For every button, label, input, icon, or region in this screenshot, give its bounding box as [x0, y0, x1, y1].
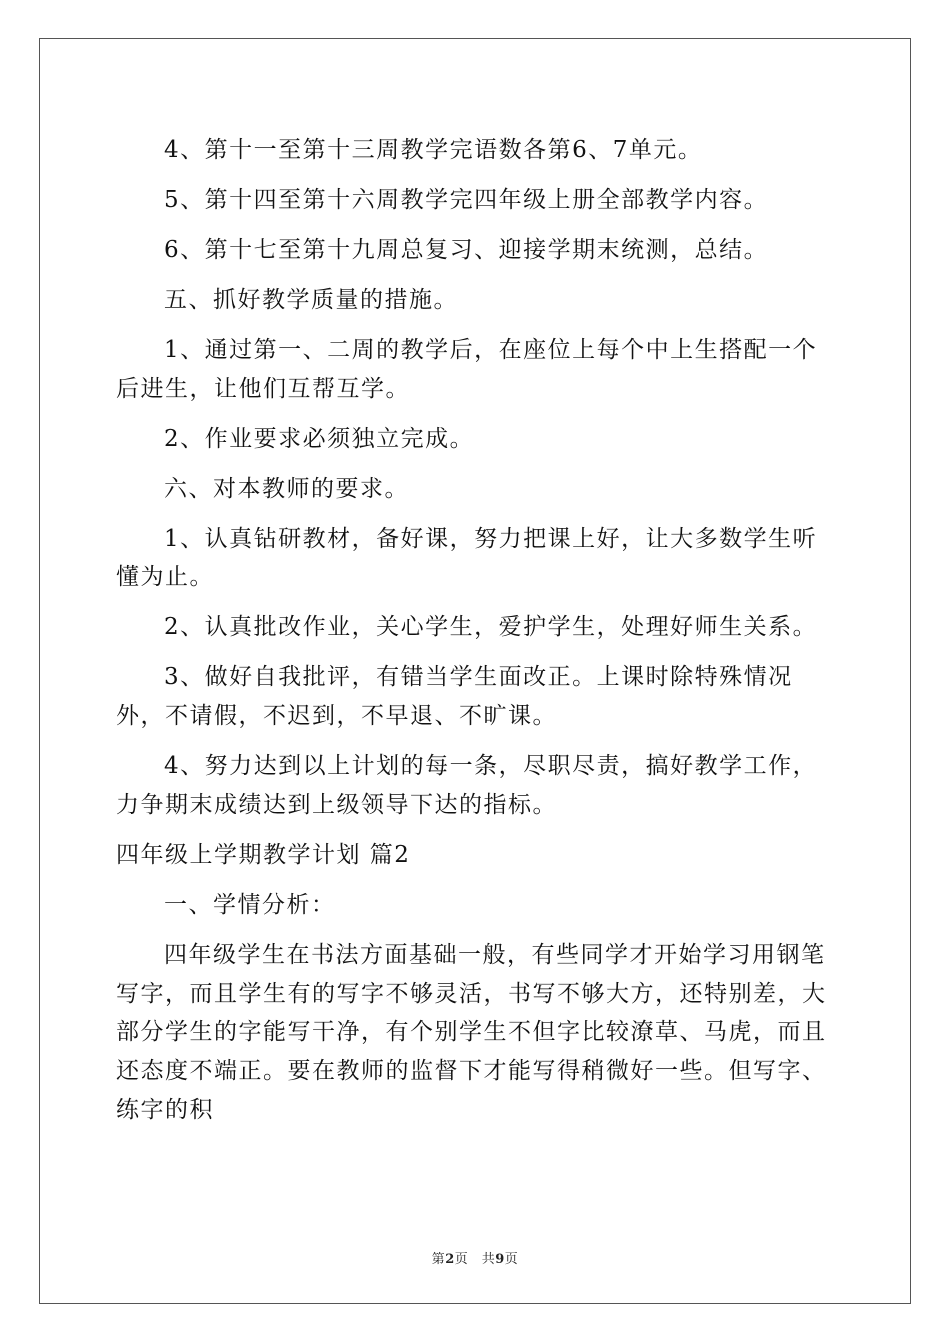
page-footer	[0, 1248, 950, 1267]
paragraph: 3、做好自我批评，有错当学生面改正。上课时除特殊情况外，不请假，不迟到，不早退、不旷课。	[116, 664, 793, 730]
paragraph: 1、认真钻研教材，备好课，努力把课上好，让大多数学生听懂为止。	[116, 525, 818, 591]
paragraph: 2、作业要求必须独立完成。	[164, 425, 475, 452]
document-body	[116, 131, 836, 1141]
section-heading: 六、对本教师的要求。	[164, 475, 409, 502]
paragraph: 4、努力达到以上计划的每一条，尽职尽责，搞好教学工作，力争期末成绩达到上级领导下达的指标。	[116, 753, 818, 818]
footer-middle: 页 共	[454, 1252, 496, 1267]
paragraph: 4、第十一至第十三周教学完语数各第6、7单元。	[164, 137, 703, 163]
section-heading: 五、抓好教学质量的措施。	[164, 287, 458, 313]
current-page-number: 2	[445, 1252, 455, 1267]
footer-suffix: 页	[504, 1252, 519, 1267]
article-title: 四年级上学期教学计划 篇2	[116, 841, 411, 868]
paragraph: 1、通过第一、二周的教学后，在座位上每个中上生搭配一个后进生，让他们互帮互学。	[116, 337, 818, 402]
paragraph: 6、第十七至第十九周总复习、迎接学期末统测，总结。	[164, 237, 769, 263]
paragraph: 四年级学生在书法方面基础一般，有些同学才开始学习用钢笔写字，而且学生有的写字不够灵活，书写不够大方，还特别差，大部分学生的字能写干净，有个别学生不但字比较潦草、马虎，而且还态度不端正。要在教师的监督下才能写得稍微好一些。但写字、练字的积	[116, 941, 827, 1123]
section-heading: 一、学情分析：	[164, 891, 336, 918]
paragraph: 2、认真批改作业，关心学生，爱护学生，处理好师生关系。	[164, 614, 818, 641]
total-pages-number: 9	[495, 1252, 505, 1267]
paragraph: 5、第十四至第十六周教学完四年级上册全部教学内容。	[164, 187, 769, 213]
footer-prefix: 第	[431, 1252, 446, 1267]
